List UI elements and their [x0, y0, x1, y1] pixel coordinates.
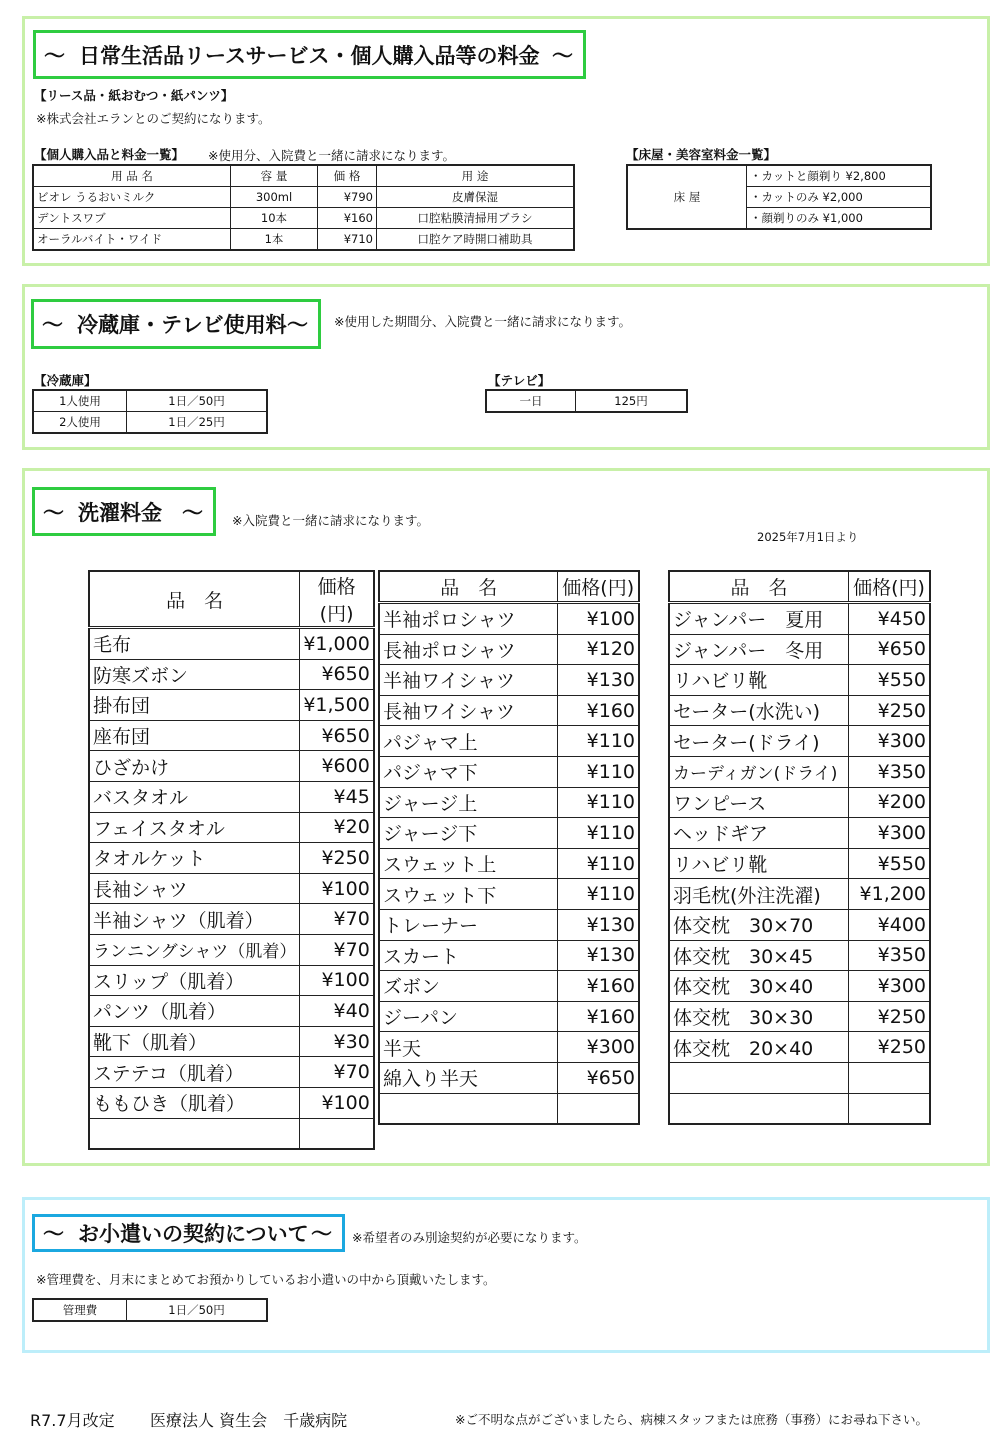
item-price: [300, 1118, 374, 1149]
table-row: オーラルバイト・ワイド 1本 ¥710 口腔ケア時開口補助具: [33, 229, 574, 251]
organization-name: 医療法人 資生会 千歳病院: [150, 1411, 348, 1430]
item-name: タオルケット: [89, 843, 300, 874]
table-row: [379, 1032, 639, 1063]
purchase-table: [32, 164, 575, 251]
item-name: トレーナー: [379, 909, 558, 940]
item-price: ¥100: [300, 965, 374, 996]
item-price: ¥110: [558, 848, 639, 879]
item-name: リハビリ靴: [669, 665, 849, 696]
table-row: [669, 787, 930, 818]
table-row: [89, 934, 374, 965]
item-price: ¥110: [558, 726, 639, 757]
barber-name: 床 屋: [627, 165, 747, 229]
item-price: ¥350: [849, 756, 931, 787]
item-price: ¥30: [300, 1026, 374, 1057]
table-header-row: 品 名 価格(円): [379, 571, 639, 603]
item-name: スウェット下: [379, 879, 558, 910]
item-name: [89, 1118, 300, 1149]
purchase-label: 【個人購入品と料金一覧】: [34, 147, 185, 162]
table-row: [379, 787, 639, 818]
item-price: ¥110: [558, 756, 639, 787]
item-price: [849, 1062, 931, 1093]
table-row: ビオレ うるおいミルク 300ml ¥790 皮膚保湿: [33, 187, 574, 208]
item-price: ¥550: [849, 848, 931, 879]
table-row: 管理費 1日／50円: [33, 1299, 267, 1321]
table-row: [89, 904, 374, 935]
item-name: [669, 1093, 849, 1124]
table-row: [669, 1093, 930, 1124]
table-row: ・顔剃りのみ ¥1,000: [627, 208, 931, 230]
item-name: 座布団: [89, 720, 300, 751]
table-row: 床 屋 ・カットと顔剃り ¥2,800: [627, 165, 931, 187]
item-price: ¥100: [300, 1087, 374, 1118]
item-price: ¥130: [558, 665, 639, 696]
allowance-note: ※希望者のみ別途契約が必要になります。: [352, 1230, 587, 1245]
table-row: [89, 1026, 374, 1057]
item-price: ¥110: [558, 879, 639, 910]
item-name: 長袖ポロシャツ: [379, 634, 558, 665]
item-name: バスタオル: [89, 781, 300, 812]
table-row: 2人使用 1日／25円: [33, 412, 267, 434]
item-price: ¥70: [300, 934, 374, 965]
section-fridge-tv-heading: ～ 冷蔵庫・テレビ使用料 ～: [31, 299, 321, 349]
table-row: [379, 1093, 639, 1124]
table-row: [89, 996, 374, 1027]
fridge-label: 【冷蔵庫】: [34, 373, 97, 388]
table-row: [669, 1062, 930, 1093]
table-row: [379, 665, 639, 696]
item-price: ¥650: [558, 1062, 639, 1093]
table-row: 一日 125円: [486, 390, 687, 412]
item-name: 長袖ワイシャツ: [379, 695, 558, 726]
laundry-table-3: [668, 570, 931, 1125]
item-name: ヘッドギア: [669, 818, 849, 849]
table-row: [89, 628, 374, 660]
item-price: ¥100: [558, 603, 639, 635]
table-row: [669, 634, 930, 665]
table-row: [669, 756, 930, 787]
lease-subtitle: 【リース品・紙おむつ・紙パンツ】: [34, 88, 234, 103]
item-name: 靴下（肌着）: [89, 1026, 300, 1057]
item-name: 体交枕 30×40: [669, 971, 849, 1002]
laundry-effective-date: 2025年7月1日より: [757, 530, 859, 544]
item-name: ジャンパー 夏用: [669, 603, 849, 635]
item-name: ジーパン: [379, 1001, 558, 1032]
tv-table: [485, 389, 688, 413]
item-name: 体交枕 20×40: [669, 1032, 849, 1063]
table-header-row: 用 品 名 容 量 価 格 用 途: [33, 165, 574, 187]
item-name: 半袖ポロシャツ: [379, 603, 558, 635]
management-fee-note: ※管理費を、月末にまとめてお預かりしているお小遣いの中から頂戴いたします。: [36, 1272, 496, 1287]
item-name: 掛布団: [89, 690, 300, 721]
table-row: [89, 1118, 374, 1149]
item-price: ¥120: [558, 634, 639, 665]
item-name: スウェット上: [379, 848, 558, 879]
table-row: [669, 1032, 930, 1063]
item-price: ¥70: [300, 1057, 374, 1088]
table-row: [89, 659, 374, 690]
table-row: [379, 818, 639, 849]
purchase-note: ※使用分、入院費と一緒に請求になります。: [208, 148, 455, 163]
table-row: [669, 726, 930, 757]
laundry-note: ※入院費と一緒に請求になります。: [232, 513, 429, 528]
table-row: [89, 843, 374, 874]
item-name: 防寒ズボン: [89, 659, 300, 690]
item-name: ランニングシャツ（肌着）: [89, 934, 300, 965]
table-row: [669, 818, 930, 849]
item-name: ひざかけ: [89, 751, 300, 782]
table-row: [669, 848, 930, 879]
item-name: ジャージ下: [379, 818, 558, 849]
table-row: [379, 909, 639, 940]
table-row: [89, 965, 374, 996]
item-name: 長袖シャツ: [89, 873, 300, 904]
item-name: 体交枕 30×45: [669, 940, 849, 971]
item-price: ¥600: [300, 751, 374, 782]
table-row: [379, 1001, 639, 1032]
item-name: 綿入り半天: [379, 1062, 558, 1093]
item-price: ¥110: [558, 818, 639, 849]
table-row: [89, 751, 374, 782]
item-name: セーター(ドライ): [669, 726, 849, 757]
item-price: ¥1,000: [300, 628, 374, 660]
laundry-table-2: [378, 570, 640, 1125]
item-price: ¥250: [849, 1001, 931, 1032]
table-row: 1人使用 1日／50円: [33, 390, 267, 412]
item-name: ワンピース: [669, 787, 849, 818]
laundry-table-1: [88, 570, 375, 1150]
item-name: ステテコ（肌着）: [89, 1057, 300, 1088]
item-name: 半天: [379, 1032, 558, 1063]
table-row: [379, 634, 639, 665]
item-name: ジャージ上: [379, 787, 558, 818]
item-price: [558, 1093, 639, 1124]
item-name: 半袖シャツ（肌着）: [89, 904, 300, 935]
item-name: カーディガン(ドライ): [669, 756, 849, 787]
page-title: 日常生活品リースサービス・個人購入品等の料金: [79, 43, 540, 68]
item-price: ¥20: [300, 812, 374, 843]
table-row: [669, 665, 930, 696]
table-row: [379, 940, 639, 971]
item-name: スカート: [379, 940, 558, 971]
item-price: ¥100: [300, 873, 374, 904]
table-row: [669, 879, 930, 910]
item-price: ¥350: [849, 940, 931, 971]
lease-contract-note: ※株式会社エランとのご契約になります。: [36, 111, 271, 126]
item-name: [379, 1093, 558, 1124]
item-name: パンツ（肌着）: [89, 996, 300, 1027]
barber-label: 【床屋・美容室料金一覧】: [626, 147, 777, 162]
item-price: ¥160: [558, 1001, 639, 1032]
table-row: [669, 695, 930, 726]
table-row: [89, 873, 374, 904]
table-row: [379, 756, 639, 787]
table-header-row: 品 名 価格(円): [669, 571, 930, 603]
item-price: ¥70: [300, 904, 374, 935]
item-name: ジャンパー 冬用: [669, 634, 849, 665]
item-price: ¥650: [300, 720, 374, 751]
item-price: ¥300: [558, 1032, 639, 1063]
table-row: [669, 909, 930, 940]
table-row: [669, 940, 930, 971]
item-name: 羽毛枕(外注洗濯): [669, 879, 849, 910]
table-header-row: 品 名 価格(円): [89, 571, 374, 628]
item-price: ¥650: [849, 634, 931, 665]
fridge-table: [32, 389, 268, 434]
management-fee-table: [32, 1298, 268, 1322]
item-name: スリップ（肌着）: [89, 965, 300, 996]
table-row: [89, 1087, 374, 1118]
table-row: [379, 879, 639, 910]
item-price: ¥160: [558, 971, 639, 1002]
item-name: ももひき（肌着）: [89, 1087, 300, 1118]
section-allowance-heading: ～ お小遣いの契約について ～: [32, 1214, 345, 1252]
table-row: [89, 781, 374, 812]
item-price: ¥450: [849, 603, 931, 635]
table-row: デントスワブ 10本 ¥160 口腔粘膜清掃用ブラシ: [33, 208, 574, 229]
item-price: [849, 1093, 931, 1124]
item-price: ¥400: [849, 909, 931, 940]
table-row: ・カットのみ ¥2,000: [627, 187, 931, 208]
table-row: [669, 971, 930, 1002]
item-name: セーター(水洗い): [669, 695, 849, 726]
item-name: パジャマ上: [379, 726, 558, 757]
section-lease-heading: ～ 日常生活品リースサービス・個人購入品等の料金 ～: [33, 30, 586, 79]
item-name: フェイスタオル: [89, 812, 300, 843]
item-price: ¥160: [558, 695, 639, 726]
item-price: ¥250: [300, 843, 374, 874]
item-name: 体交枕 30×70: [669, 909, 849, 940]
contact-note: ※ご不明な点がございましたら、病棟スタッフまたは庶務（事務）にお尋ね下さい。: [455, 1412, 928, 1427]
table-row: [89, 690, 374, 721]
item-price: ¥110: [558, 787, 639, 818]
item-price: ¥200: [849, 787, 931, 818]
item-price: ¥130: [558, 940, 639, 971]
item-price: ¥250: [849, 1032, 931, 1063]
section-laundry-heading: ～ 洗濯料金 ～: [32, 487, 216, 536]
item-price: ¥650: [300, 659, 374, 690]
item-price: ¥550: [849, 665, 931, 696]
item-price: ¥45: [300, 781, 374, 812]
table-row: [379, 603, 639, 635]
table-row: [379, 695, 639, 726]
table-row: [379, 848, 639, 879]
item-price: ¥130: [558, 909, 639, 940]
item-name: [669, 1062, 849, 1093]
item-price: ¥250: [849, 695, 931, 726]
table-row: [89, 720, 374, 751]
table-row: [379, 726, 639, 757]
table-row: [89, 1057, 374, 1088]
table-row: [89, 812, 374, 843]
item-name: 毛布: [89, 628, 300, 660]
item-name: パジャマ下: [379, 756, 558, 787]
item-name: ズボン: [379, 971, 558, 1002]
tv-label: 【テレビ】: [488, 373, 551, 388]
item-name: リハビリ靴: [669, 848, 849, 879]
item-name: 体交枕 30×30: [669, 1001, 849, 1032]
revision-label: R7.7月改定: [30, 1411, 115, 1430]
table-row: [379, 971, 639, 1002]
table-row: [669, 1001, 930, 1032]
item-name: 半袖ワイシャツ: [379, 665, 558, 696]
item-price: ¥300: [849, 726, 931, 757]
table-row: [379, 1062, 639, 1093]
item-price: ¥300: [849, 971, 931, 1002]
item-price: ¥300: [849, 818, 931, 849]
table-row: [669, 603, 930, 635]
item-price: ¥1,200: [849, 879, 931, 910]
barber-table: [626, 164, 932, 230]
fridge-tv-note: ※使用した期間分、入院費と一緒に請求になります。: [334, 314, 631, 329]
item-price: ¥1,500: [300, 690, 374, 721]
item-price: ¥40: [300, 996, 374, 1027]
